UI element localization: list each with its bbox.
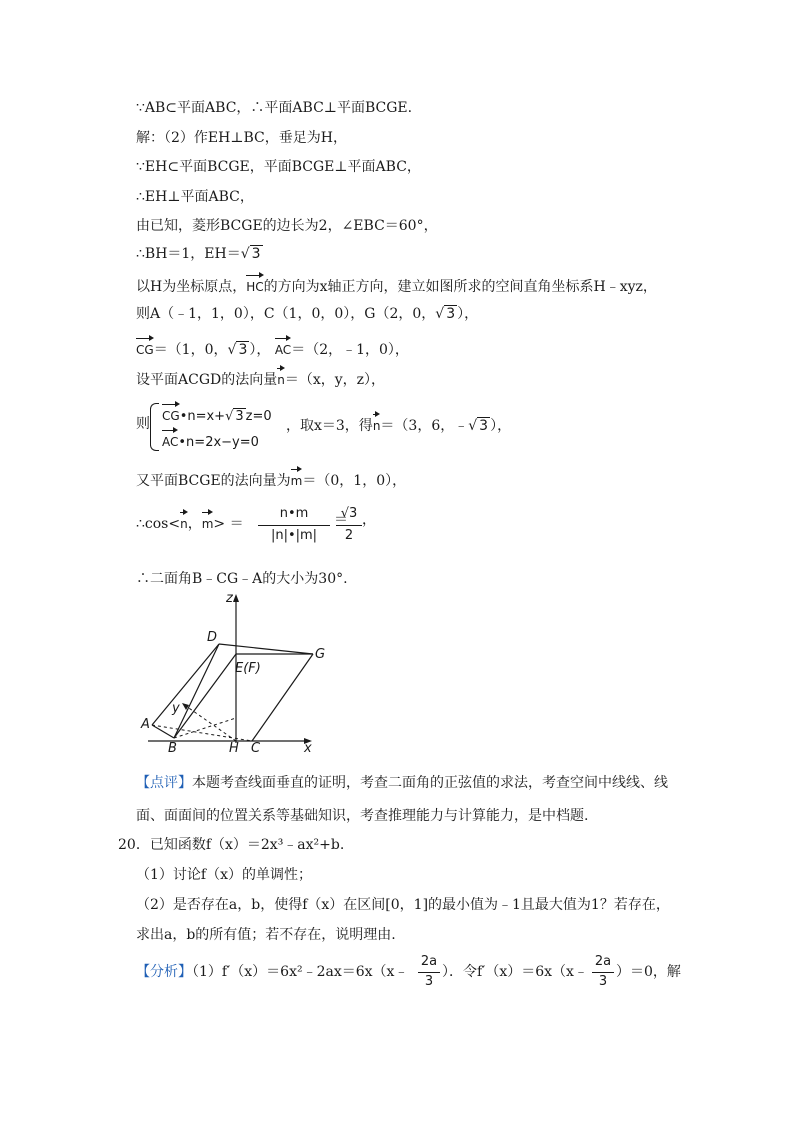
line-7: 以H为坐标原点，HC的方向为x轴正方向，建立如图所求的空间直角坐标系H﹣xyz， bbox=[136, 273, 657, 297]
vector-m: m bbox=[202, 510, 214, 534]
sqrt-3: √ 3 bbox=[468, 418, 489, 434]
label-b: B bbox=[168, 741, 177, 756]
line-2: 解：（2）作EH⊥BC，垂足为H， bbox=[136, 130, 347, 146]
cos-fraction-bar bbox=[258, 525, 330, 526]
half-numerator: √3 bbox=[340, 506, 358, 521]
half-denominator: 2 bbox=[344, 528, 354, 543]
label-e: E(F) bbox=[235, 661, 261, 676]
system-eq2: AC•n=2x−y=0 bbox=[162, 428, 259, 453]
label-y: y bbox=[172, 701, 180, 716]
sqrt-3: √ 3 bbox=[435, 306, 456, 322]
question-20-part-1: （1）讨论f（x）的单调性； bbox=[136, 867, 312, 883]
vector-n: n bbox=[277, 366, 285, 390]
frac-2a-den-1: 3 bbox=[424, 974, 434, 989]
cos-comma: ， bbox=[362, 512, 376, 528]
line-3: ∵EH⊂平面BCGE，平面BCGE⊥平面ABC， bbox=[136, 159, 421, 175]
line-4: ∴EH⊥平面ABC， bbox=[136, 189, 254, 205]
vector-ac: AC bbox=[162, 428, 178, 452]
comment-line-1: 【点评】本题考查线面垂直的证明，考查二面角的正弦值的求法，考查空间中线线、线 bbox=[136, 775, 668, 791]
sqrt-3: √ 3 bbox=[227, 342, 248, 358]
line-10: 设平面ACGD的法向量n＝（x，y，z）， bbox=[136, 366, 385, 390]
frac-2a-num-1: 2a bbox=[420, 954, 438, 969]
label-x: x bbox=[304, 741, 312, 756]
label-a: A bbox=[141, 717, 150, 732]
vector-ac: AC bbox=[275, 336, 291, 360]
frac-2a-num-2: 2a bbox=[594, 954, 612, 969]
vector-m: m bbox=[291, 467, 303, 491]
cos-line: ∴cos<n，m> ＝ bbox=[136, 510, 244, 534]
sqrt-3: √ 3 bbox=[225, 409, 244, 424]
vector-n: n bbox=[373, 412, 381, 436]
frac-2a-bar-2 bbox=[592, 972, 614, 973]
line-6: ∴BH＝1，EH＝√ 3 bbox=[136, 246, 261, 262]
system-result: ，取x＝3，得n＝（3，6，﹣√ 3 ）， bbox=[286, 412, 511, 436]
analysis-end: ）＝0，解 bbox=[616, 964, 681, 980]
label-g: G bbox=[315, 647, 326, 662]
vector-cg: CG bbox=[136, 336, 154, 360]
comment-line-2: 面、面面间的位置关系等基础知识，考查推理能力与计算能力，是中档题. bbox=[136, 808, 589, 824]
cos-fraction-numerator: n•m bbox=[279, 506, 309, 521]
analysis-tag: 【分析】 bbox=[136, 964, 192, 980]
question-20-part-2a: （2）是否存在a，b，使得f（x）在区间[0，1]的最小值为﹣1且最大值为1？若存在， bbox=[136, 897, 670, 913]
line-14: ∴二面角B﹣CG﹣A的大小为30°. bbox=[136, 571, 348, 587]
frac-2a-bar-1 bbox=[418, 972, 440, 973]
line-8: 则A（﹣1，1，0），C（1，0，0），G（2，0，√ 3 ）， bbox=[136, 306, 479, 322]
cos-fraction-denominator: |n|•|m| bbox=[270, 528, 318, 543]
frac-2a-den-2: 3 bbox=[598, 974, 608, 989]
label-d: D bbox=[207, 630, 218, 645]
cos-equals: ＝ bbox=[334, 512, 348, 528]
system-then: 则 bbox=[136, 416, 150, 432]
analysis-line: 【分析】（1）f′（x）＝6x²﹣2ax＝6x（x﹣ bbox=[136, 964, 409, 980]
line-5: 由已知，菱形BCGE的边长为2，∠EBC＝60°， bbox=[136, 218, 438, 234]
vector-n: n bbox=[180, 510, 188, 534]
label-c: C bbox=[251, 741, 261, 756]
half-bar bbox=[336, 525, 362, 526]
analysis-mid: ）．令f′（x）＝6x（x﹣ bbox=[442, 964, 588, 980]
label-h: H bbox=[229, 741, 239, 756]
system-eq1: CG•n=x+√ 3 z=0 bbox=[162, 402, 272, 427]
comment-tag: 【点评】 bbox=[136, 775, 192, 791]
question-20-part-2b: 求出a，b的所有值；若不存在，说明理由. bbox=[136, 927, 396, 943]
label-z: z bbox=[226, 591, 233, 606]
geometry-figure bbox=[138, 588, 338, 758]
system-brace bbox=[150, 403, 159, 451]
line-9: CG＝（1，0，√ 3 ）， AC＝（2，﹣1，0）， bbox=[136, 336, 409, 360]
sqrt-3: √ 3 bbox=[240, 246, 261, 262]
line-12: 又平面BCGE的法向量为m＝（0，1，0）， bbox=[136, 467, 406, 491]
question-20: 20．已知函数f（x）＝2x³﹣ax²+b. bbox=[118, 837, 345, 853]
vector-hc: HC bbox=[246, 273, 263, 297]
line-1: ∵AB⊂平面ABC，∴平面ABC⊥平面BCGE. bbox=[136, 100, 413, 116]
vector-cg: CG bbox=[162, 402, 180, 426]
